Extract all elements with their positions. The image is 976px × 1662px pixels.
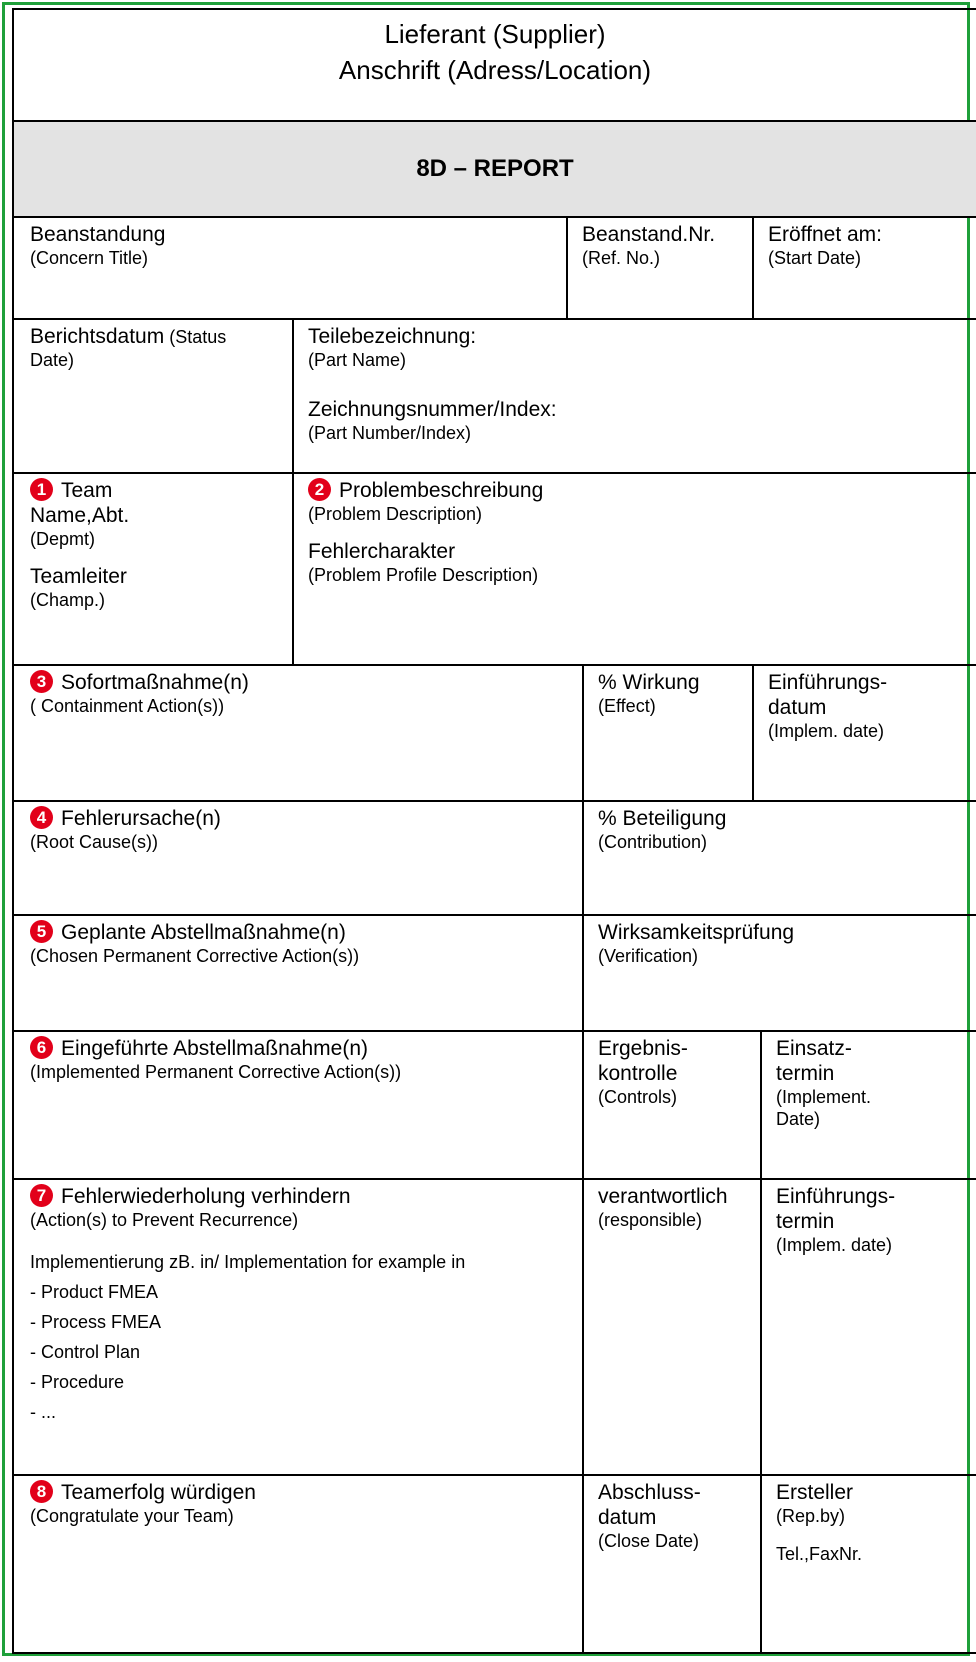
controls-label-a: Ergebnis- xyxy=(598,1037,688,1060)
responsible-label: verantwortlich xyxy=(598,1185,728,1208)
list-item: - Control Plan xyxy=(30,1342,141,1362)
team-leader-label: Teamleiter xyxy=(30,565,127,588)
close-date-label-en: (Close Date) xyxy=(598,1531,700,1551)
verification-label: Wirksamkeitsprüfung xyxy=(598,921,795,944)
team-label: Team xyxy=(61,479,113,502)
implemented-label-en: (Implemented Permanent Corrective Action(s)) xyxy=(30,1062,402,1082)
address-label: Anschrift (Adress/Location) xyxy=(338,55,652,85)
list-item: - Procedure xyxy=(30,1372,125,1392)
status-label-en-2: Date) xyxy=(30,350,75,370)
ref-label: Beanstand.Nr. xyxy=(582,223,716,246)
step-1-badge: 1 xyxy=(30,478,53,501)
step-7-badge: 7 xyxy=(30,1184,53,1207)
problem-label-en: (Problem Description) xyxy=(308,504,483,524)
d3-effect-cell[interactable] xyxy=(584,666,754,802)
implement-term-label-a: Einsatz- xyxy=(776,1037,852,1060)
concern-label-en: (Concern Title) xyxy=(30,248,149,268)
start-label-en: (Start Date) xyxy=(768,248,862,268)
report-title: 8D – REPORT xyxy=(416,155,574,182)
recurrence-label: Fehlerwiederholung verhindern xyxy=(61,1185,351,1208)
d6-date-cell[interactable] xyxy=(762,1032,976,1180)
start-label: Eröffnet am: xyxy=(768,223,883,246)
status-label-en: (Status xyxy=(164,327,227,347)
status-date-cell[interactable] xyxy=(14,320,294,474)
close-date-label-b: datum xyxy=(598,1506,657,1529)
d7-term-label-b: termin xyxy=(776,1210,835,1233)
concern-label: Beanstandung xyxy=(30,223,166,246)
implem-date-label-b: datum xyxy=(768,696,827,719)
implement-term-label-b: termin xyxy=(776,1062,835,1085)
step-2-badge: 2 xyxy=(308,478,331,501)
implemented-label: Eingeführte Abstellmaßnahme(n) xyxy=(61,1037,368,1060)
step-4-badge: 4 xyxy=(30,806,53,829)
d4-contribution-cell[interactable] xyxy=(584,802,976,916)
start-date-cell[interactable] xyxy=(754,218,976,320)
step-6-badge: 6 xyxy=(30,1036,53,1059)
d3-date-cell[interactable] xyxy=(754,666,976,802)
containment-label-en: ( Containment Action(s)) xyxy=(30,696,225,716)
implementation-example-label: Implementierung zB. in/ Implementation for example in xyxy=(30,1252,466,1272)
contribution-label: % Beteiligung xyxy=(598,807,727,830)
team-champ-label: (Champ.) xyxy=(30,590,106,610)
d4-root-cause-cell[interactable] xyxy=(14,802,584,916)
problem-label: Problembeschreibung xyxy=(339,479,544,502)
team-name-label: Name,Abt. xyxy=(30,504,130,527)
status-label: Berichtsdatum xyxy=(30,325,165,348)
close-date-label-a: Abschluss- xyxy=(598,1481,701,1504)
part-info-cell[interactable] xyxy=(294,320,976,474)
verification-label-en: (Verification) xyxy=(598,946,699,966)
tel-fax-label: Tel.,FaxNr. xyxy=(776,1544,863,1564)
controls-label-b: kontrolle xyxy=(598,1062,678,1085)
controls-label-en: (Controls) xyxy=(598,1087,678,1107)
ref-number-cell[interactable] xyxy=(568,218,754,320)
problem-character-label: Fehlercharakter xyxy=(308,540,456,563)
congratulate-label: Teamerfolg würdigen xyxy=(61,1481,256,1504)
corrective-label: Geplante Abstellmaßnahme(n) xyxy=(61,921,346,944)
step-3-badge: 3 xyxy=(30,670,53,693)
supplier-label: Lieferant (Supplier) xyxy=(384,19,606,49)
contribution-label-en: (Contribution) xyxy=(598,832,708,852)
author-label: Ersteller xyxy=(776,1481,854,1504)
d7-responsible-cell[interactable] xyxy=(584,1180,762,1476)
part-number-label-en: (Part Number/Index) xyxy=(308,423,472,443)
d8-close-date-cell[interactable] xyxy=(584,1476,762,1654)
d7-date-cell[interactable] xyxy=(762,1180,976,1476)
effect-label-en: (Effect) xyxy=(598,696,656,716)
recurrence-label-en: (Action(s) to Prevent Recurrence) xyxy=(30,1210,299,1230)
implem-date-label-en: (Implem. date) xyxy=(768,721,885,741)
part-number-label: Zeichnungsnummer/Index: xyxy=(308,398,557,421)
congratulate-label-en: (Congratulate your Team) xyxy=(30,1506,234,1526)
d5-corrective-cell[interactable] xyxy=(14,916,584,1032)
problem-character-label-en: (Problem Profile Description) xyxy=(308,565,539,585)
ref-label-en: (Ref. No.) xyxy=(582,248,661,268)
effect-label: % Wirkung xyxy=(598,671,700,694)
title-row xyxy=(14,122,976,218)
implementation-list xyxy=(30,1277,572,1427)
list-item: - Process FMEA xyxy=(30,1312,162,1332)
implem-date-label-a: Einführungs- xyxy=(768,671,888,694)
part-name-label: Teilebezeichnung: xyxy=(308,325,477,348)
responsible-label-en: (responsible) xyxy=(598,1210,703,1230)
d8-author-cell[interactable] xyxy=(762,1476,976,1654)
team-dept-label: (Depmt) xyxy=(30,529,96,549)
author-label-en: (Rep.by) xyxy=(776,1506,846,1526)
implement-term-label-en-a: (Implement. xyxy=(776,1087,872,1107)
part-name-label-en: (Part Name) xyxy=(308,350,407,370)
d2-problem-cell[interactable] xyxy=(294,474,976,666)
root-cause-label: Fehlerursache(n) xyxy=(61,807,221,830)
d3-containment-cell[interactable] xyxy=(14,666,584,802)
list-item: - Product FMEA xyxy=(30,1282,159,1302)
d1-team-cell[interactable] xyxy=(14,474,294,666)
d6-controls-cell[interactable] xyxy=(584,1032,762,1180)
containment-label: Sofortmaßnahme(n) xyxy=(61,671,249,694)
report-form xyxy=(12,8,976,1654)
list-item: - ... xyxy=(30,1402,56,1422)
concern-title-cell[interactable] xyxy=(14,218,568,320)
implement-term-label-en-b: Date) xyxy=(776,1109,821,1129)
d6-implemented-cell[interactable] xyxy=(14,1032,584,1180)
supplier-header xyxy=(14,10,976,122)
d8-congratulate-cell[interactable] xyxy=(14,1476,584,1654)
d7-recurrence-cell[interactable] xyxy=(14,1180,584,1476)
d7-term-label-en: (Implem. date) xyxy=(776,1235,893,1255)
d7-term-label-a: Einführungs- xyxy=(776,1185,896,1208)
step-8-badge: 8 xyxy=(30,1480,53,1503)
d5-verification-cell[interactable] xyxy=(584,916,976,1032)
root-cause-label-en: (Root Cause(s)) xyxy=(30,832,159,852)
step-5-badge: 5 xyxy=(30,920,53,943)
corrective-label-en: (Chosen Permanent Corrective Action(s)) xyxy=(30,946,360,966)
